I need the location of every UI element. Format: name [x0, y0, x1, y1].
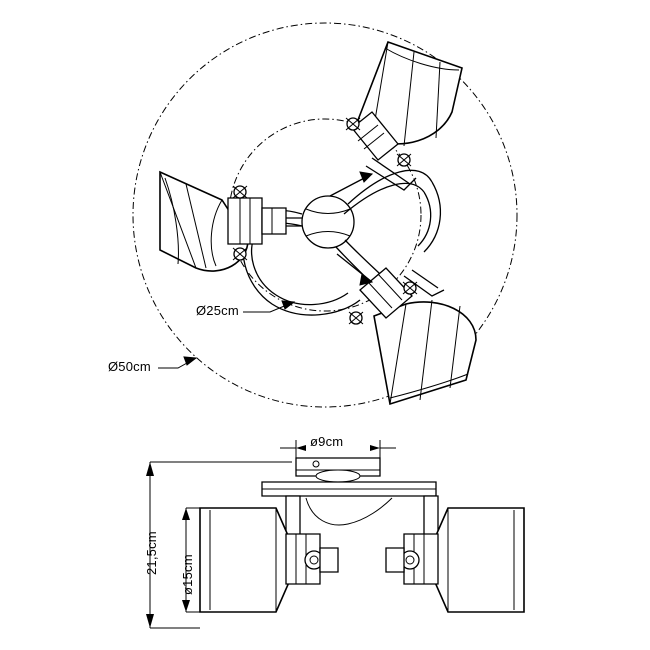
lamp-left	[160, 172, 302, 271]
arrow-upper-right-head	[360, 172, 372, 182]
dim-15cm-arrow-bottom	[182, 600, 190, 612]
side-shade-left	[200, 508, 338, 612]
label-total-height: 21,5cm	[144, 531, 159, 575]
socket-left-neck	[262, 208, 286, 234]
socket-left	[228, 198, 262, 244]
top-view-group	[133, 23, 517, 407]
label-outer-diameter: Ø50cm	[108, 359, 151, 374]
dim-9cm-arrow-right	[370, 445, 380, 451]
center-hub	[302, 196, 354, 248]
lamp-lower-right	[337, 254, 476, 404]
dim-215cm-arrow-bottom	[146, 614, 154, 628]
wire-loop	[306, 498, 392, 525]
ring-arc-right-inner	[418, 192, 431, 246]
side-shade-right	[386, 508, 524, 612]
dim-9cm-arrow-left	[296, 445, 306, 451]
label-inner-diameter: Ø25cm	[196, 303, 239, 318]
label-shade-diameter: ø15cm	[180, 554, 195, 595]
ring-arc-right	[424, 182, 440, 252]
leader-50cm	[158, 357, 196, 368]
side-neck-right	[386, 548, 404, 572]
side-view-group	[146, 440, 524, 628]
dim-215cm-arrow-top	[146, 462, 154, 476]
mount-plate-boss	[316, 470, 360, 482]
label-plate-diameter: ø9cm	[310, 434, 344, 449]
dim-15cm-arrow-top	[182, 508, 190, 520]
side-neck-left	[320, 548, 338, 572]
arm-upper-right-inner	[344, 183, 424, 214]
